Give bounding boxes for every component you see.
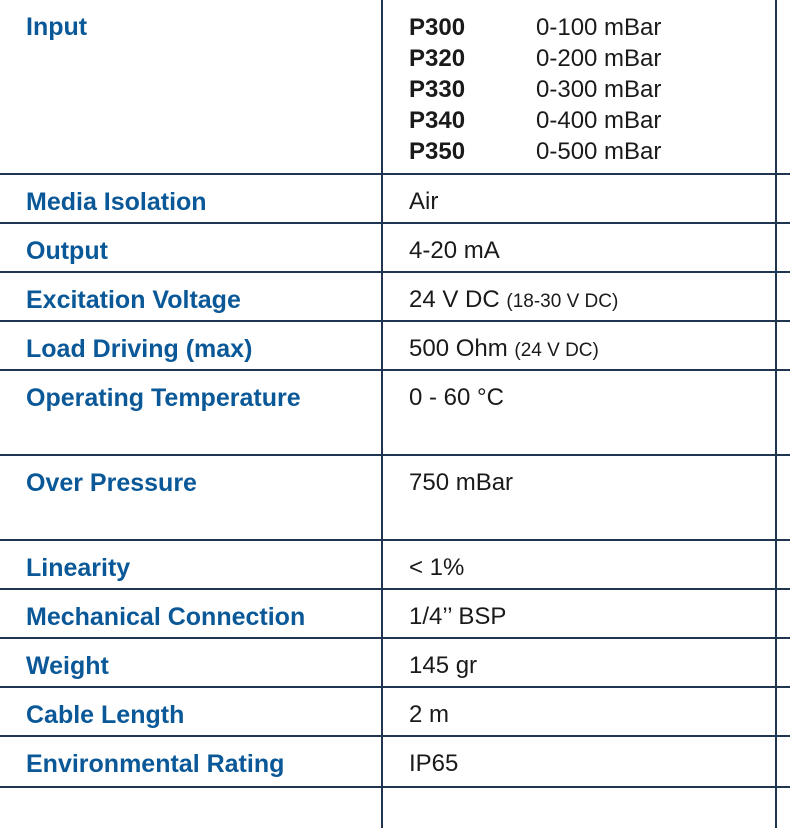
pressure-range: 0-100 mBar [536,14,662,41]
environmental-rating-value: IP65 [409,750,459,777]
range-line [409,12,661,43]
excitation-voltage-value: 24 V DC (18-30 V DC) [409,286,619,313]
cable-length-value: 2 m [409,701,450,728]
operating-temperature-label: Operating Temperature [26,384,301,412]
row-divider [0,271,790,273]
model-code: P300 [409,14,466,41]
column-divider [381,0,383,828]
row-divider [0,786,790,788]
excitation-voltage-label: Excitation Voltage [26,286,241,314]
row-divider [0,320,790,322]
model-code: P330 [409,76,466,103]
pressure-range: 0-400 mBar [536,107,662,134]
media-isolation-value: Air [409,188,439,215]
row-divider [0,539,790,541]
row-divider [0,637,790,639]
load-driving-note: (24 V DC) [514,340,599,361]
weight-label: Weight [26,652,109,680]
model-code: P340 [409,107,466,134]
linearity-value: < 1% [409,554,465,581]
row-divider [0,686,790,688]
row-divider [0,369,790,371]
load-driving-label: Load Driving (max) [26,335,253,363]
operating-temperature-value: 0 - 60 °C [409,384,504,411]
row-divider [0,222,790,224]
range-line [409,74,661,105]
media-isolation-label: Media Isolation [26,188,207,216]
row-divider [0,735,790,737]
table-right-border [775,0,777,828]
row-divider [0,454,790,456]
linearity-label: Linearity [26,554,131,582]
range-line [409,136,661,167]
range-line [409,105,661,136]
weight-value: 145 gr [409,652,478,679]
over-pressure-value: 750 mBar [409,469,514,496]
input-label: Input [26,13,88,41]
over-pressure-label: Over Pressure [26,469,197,497]
environmental-rating-label: Environmental Rating [26,750,285,778]
model-code: P350 [409,138,466,165]
pressure-range: 0-200 mBar [536,45,662,72]
pressure-range: 0-500 mBar [536,138,662,165]
cable-length-label: Cable Length [26,701,185,729]
output-value: 4-20 mA [409,237,500,264]
range-line [409,43,661,74]
output-label: Output [26,237,108,265]
row-divider [0,588,790,590]
row-divider [0,173,790,175]
pressure-range: 0-300 mBar [536,76,662,103]
model-code: P320 [409,45,466,72]
excitation-voltage-note: (18-30 V DC) [506,291,619,312]
mechanical-connection-value: 1/4’’ BSP [409,603,507,630]
mechanical-connection-label: Mechanical Connection [26,603,306,631]
load-driving-value: 500 Ohm (24 V DC) [409,335,599,362]
